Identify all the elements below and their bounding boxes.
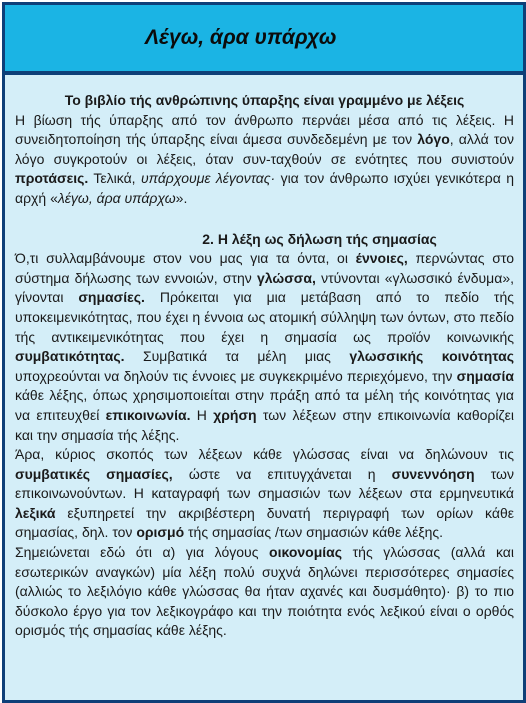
content-card	[2, 2, 526, 703]
bold-term: συμβατικές σημασίες,	[15, 465, 173, 482]
text-run: περνώντας στο σύστημα δήλωσης των εννοιών, στην	[15, 250, 514, 286]
title-banner	[5, 5, 523, 75]
bold-term: ορισμό	[136, 524, 185, 541]
text-run: ».	[175, 189, 188, 206]
section-2-paragraph-3	[15, 543, 514, 641]
text-run: Πρόκειται για μια μετάβαση από το πεδίο τής υποκειμενικότητας, που έχει η έννοια ως ατομική σύλληψη των όντων, στο πεδίο τής αντικειμενικότητας που έχει η σημασία ως προϊόν κοινωνικής	[15, 289, 514, 345]
section-1-heading: Το βιβλίο τής ανθρώπινης ύπαρξης είναι γραμμένο με λέξεις	[64, 92, 465, 108]
bold-term: χρήση	[213, 406, 257, 423]
text-run: των λέξεων στην επικοινωνία καθορίζει και την σημασία τής λέξης.	[15, 406, 514, 443]
text-run: τής σημασίας /των σημασιών κάθε λέξης.	[184, 524, 444, 541]
bold-term: λεξικά	[15, 504, 56, 521]
italic-phrase: λέγω, άρα υπάρχω	[57, 189, 176, 206]
bold-term: συμβατικότητας.	[15, 348, 125, 365]
text-run: Η βίωση τής ύπαρξης από τον άνθρωπο περνάει μέσα από τις λέξεις. Η συνειδητοποίηση τής ύπαρξης είναι άμεσα συνδεδεμένη με τον	[15, 111, 514, 148]
bold-term: προτάσεις.	[15, 170, 89, 187]
text-run: Τελικά,	[88, 170, 141, 187]
text-run: , αλλά τον λόγο συγκροτούν οι λέξεις, όταν συν-ταχθούν σε ενότητες που συνιστούν	[15, 131, 514, 167]
bold-term: σημασίες.	[78, 289, 145, 306]
section-2-paragraph-2	[15, 445, 514, 543]
text-run: κάθε λέξης, όπως χρησιμοποιείται στην πράξη από τα μέλη τής κοινότητας για να επιτευχθεί	[15, 387, 514, 423]
section-2-heading: 2. Η λέξη ως δήλωση τής σημασίας	[202, 230, 437, 247]
text-run: των επικοινωνούντων. Η καταγραφή των σημασιών των λέξεων στα ερμηνευτικά	[15, 465, 514, 502]
bold-term: οικονομίας	[269, 544, 343, 561]
text-run: Η	[190, 406, 214, 423]
bold-term: σημασία	[456, 367, 514, 384]
bold-term: γλώσσα,	[257, 269, 316, 286]
text-run: ώστε να επιτυγχάνεται η	[172, 465, 392, 482]
text-run: Άρα, κύριος σκοπός των λέξεων κάθε γλώσσας είναι να δηλώνουν τις	[15, 446, 514, 463]
page-title: Λέγω, άρα υπάρχω	[145, 26, 337, 49]
text-run: υποχρεούνται να δηλούν τις έννοιες με συγκεκριμένο περιεχόμενο, την	[15, 367, 457, 384]
bold-term: επικοινωνία.	[105, 406, 191, 423]
section-1-paragraph	[15, 111, 514, 209]
bold-term: γλωσσικής κοινότητας	[349, 348, 515, 365]
text-run: Ό,τι συλλαμβάνουμε στον νου μας για τα όντα, οι	[15, 250, 356, 267]
text-run: εξυπηρετεί την ακριβέστερη δυνατή περιγραφή των ορίων κάθε σημασίας, δηλ. τον	[15, 504, 514, 541]
bold-term: συνεννόηση	[391, 465, 475, 482]
section-2-paragraph-1	[15, 249, 514, 445]
italic-phrase: υπάρχουμε λέγοντας·	[140, 170, 276, 187]
text-run: για τον άνθρωπο ισχύει γενικότερα η αρχή «	[15, 170, 514, 206]
text-run: Συμβατικά τα μέλη μιας	[124, 348, 350, 365]
text-run: τής γλώσσας (αλλά και εσωτερικών αναγκών) μία λέξη πολύ συχνά δηλώνει περισσότερες σημασίες (αλλιώς το λεξιλόγιο κάθε γλώσσας θα ήταν αχανές και δυσμάθητο)· β) το πιο δύσκολο έργο για τον λεξικογράφο και την ποιότητα ενός λεξικού είναι ο ορθός ορισμός τής σημασίας κάθε λέξης.	[15, 544, 514, 639]
bold-term: έννοιες,	[355, 250, 408, 267]
article-body	[15, 87, 514, 641]
text-run: Σημειώνεται εδώ ότι α) για λόγους	[15, 544, 270, 561]
text-run: ντύνονται «γλωσσικό ένδυμα», γίνονται	[15, 269, 514, 306]
bold-term: λόγο	[417, 131, 450, 148]
